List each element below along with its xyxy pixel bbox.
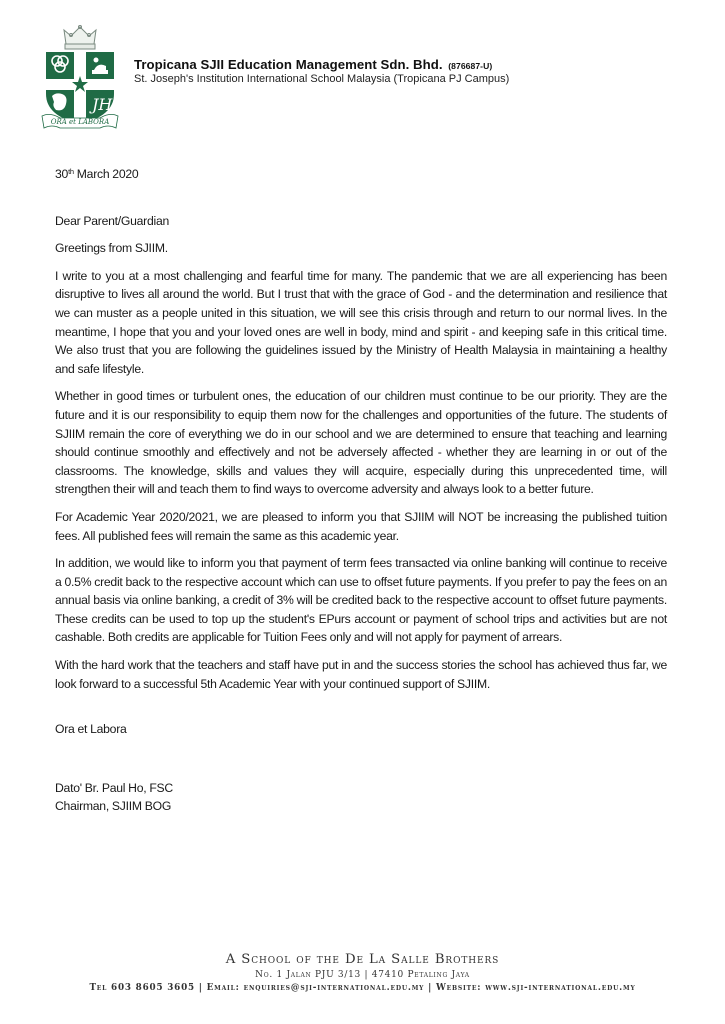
- school-crest-icon: [40, 24, 120, 134]
- letter-body: [55, 163, 676, 815]
- registration-number: (876687-U): [448, 61, 493, 71]
- letter-date: [55, 163, 667, 184]
- letterhead: [134, 57, 509, 85]
- greeting: Greetings from SJIIM.: [55, 241, 168, 256]
- date-month-year: March 2020: [73, 167, 139, 181]
- footer-tagline: A School of the De La Salle Brothers: [225, 952, 500, 967]
- paragraph-3: For Academic Year 2020/2021, we are pleased to inform you that SJIIM will NOT be increasing the published tuition fees. All published fees will remain the same as this academic year.: [55, 509, 667, 543]
- signature-block: [55, 779, 667, 815]
- company-name: [134, 57, 509, 72]
- footer-address: No. 1 Jalan PJU 3/13 | 47410 Petaling Jaya: [255, 970, 470, 980]
- paragraph-5: With the hard work that the teachers and staff have put in and the success stories the school has achieved thus far, we look forward to a successful 5th Academic Year with your continued support of SJIIM.: [55, 658, 667, 691]
- svg-text:JH: JH: [92, 95, 113, 114]
- signatory-name: Dato' Br. Paul Ho, FSC: [55, 780, 173, 795]
- signatory-title: Chairman, SJIIM BOG: [55, 798, 172, 813]
- paragraph-4: In addition, we would like to inform you that payment of term fees transacted via online banking will continue to receive a 0.5% credit back to the respective account which can use to offset future payments. If you prefer to pay the fees on an annual basis via online banking, a credit of 3% will be credited back to the respective account to offset future payments. These credits can be used to top up the student's EPurs account or payment of school trips and activities but are not cashable. Both credits are applicable for Tuition Fees only and will not apply for payment of arrears.: [55, 556, 667, 645]
- salutation: Dear Parent/Guardian: [55, 213, 170, 228]
- date-day: 30: [55, 167, 69, 181]
- closing: Ora et Labora: [55, 722, 127, 737]
- crest-motto: ORA et LABORA: [50, 118, 110, 126]
- date-suffix: th: [68, 167, 74, 176]
- company-name-text: Tropicana SJII Education Management Sdn. Bhd.: [134, 57, 443, 72]
- paragraph-2: Whether in good times or turbulent ones, the education of our children must continue to be our priority. They are the future and it is our responsibility to equip them now for the challenges and opportunities of the future. The students of SJIIM remain the core of everything we do in our school and we are determined to ensure that teaching and learning should continue smoothly and effectively and not be adversely affected - whether they are learning in or out of the classrooms. The knowledge, skills and values they will acquire, especially during this unprecedented time, will strengthen their will and teach them to find ways to overcome adversity and always look to a better future.: [55, 389, 667, 497]
- school-name: St. Joseph's Institution International School Malaysia (Tropicana PJ Campus): [134, 73, 510, 85]
- paragraph-1: I write to you at a most challenging and fearful time for many. The pandemic that we are all experiencing has been disruptive to lives all around the world. But I trust that with the grace of God - and the determination and resilience that we can muster as a people united in this situation, we will see this crisis through and return to our normal lives. In the meantime, I hope that you and your loved ones are well in body, mind and spirit - and keeping safe in this critical time. We also trust that you are following the guidelines issued by the Ministry of Health Malaysia in maintaining a healthy and safe lifestyle.: [55, 268, 676, 376]
- footer-contact: Tel 603 8605 3605 | Email: enquiries@sji-international.edu.my | Website: www.sji-international.edu.my: [89, 983, 636, 993]
